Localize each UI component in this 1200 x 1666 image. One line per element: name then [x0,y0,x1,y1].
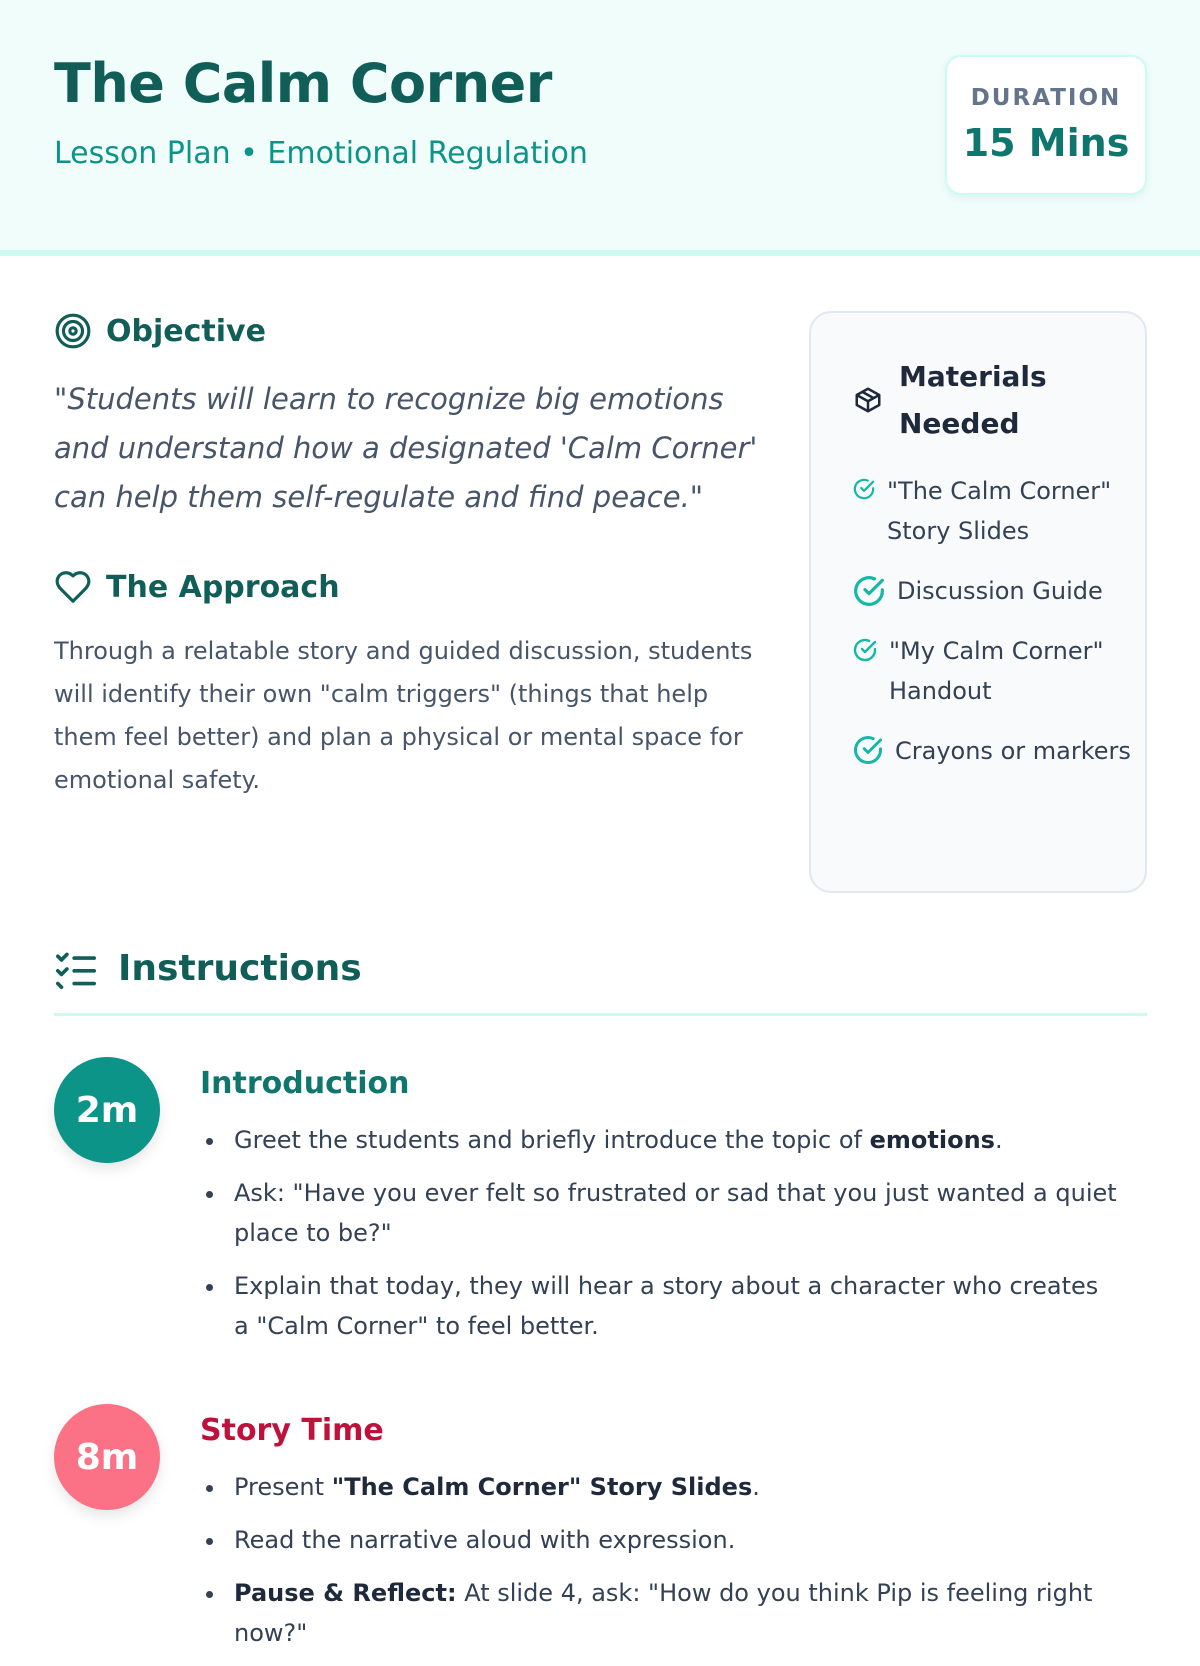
step-item: Pause & Reflect: At slide 4, ask: "How do you think Pip is feeling right now?" [200,1573,1120,1653]
duration-value: 15 Mins [962,121,1130,165]
check-circle-icon [853,735,883,765]
step-item: Present "The Calm Corner" Story Slides. [200,1467,1120,1507]
materials-card [809,311,1147,893]
objective-text: "Students will learn to recognize big emotions and understand how a designated 'Calm Corner' can help them self-regulate and find peace." [54,382,758,514]
approach-heading [54,568,340,606]
material-label: "The Calm Corner" Story Slides [887,477,1112,545]
box-icon [853,385,883,415]
step-time-badge: 8m [54,1404,160,1510]
materials-title: Materials Needed [899,360,1047,440]
step-list [200,1467,1120,1666]
material-item [853,631,1133,711]
objective-heading-label: Objective [106,313,266,349]
approach-heading-label: The Approach [106,569,340,605]
material-label: Crayons or markers [895,737,1131,765]
checklist-icon [54,949,98,989]
step-item-emphasis: Pause & Reflect: [234,1579,457,1607]
material-label: "My Calm Corner" Handout [889,637,1104,705]
material-item [853,471,1133,551]
step-item: Ask: "Have you ever felt so frustrated or sad that you just wanted a quiet place to be?" [200,1173,1120,1253]
divider [54,1013,1147,1016]
check-circle-icon [853,478,875,500]
step-item: Read the narrative aloud with expression. [200,1520,1120,1560]
material-item [853,571,1133,611]
step-item-emphasis: emotions [869,1126,995,1154]
material-label: Discussion Guide [897,577,1103,605]
step-item: Greet the students and briefly introduce the topic of emotions. [200,1120,1120,1160]
step-title: Introduction [200,1066,410,1101]
step-list [200,1120,1120,1359]
check-circle-icon [853,638,877,662]
objective-heading [54,312,266,350]
instructions-heading [54,948,362,989]
step-item-emphasis: "The Calm Corner" Story Slides [331,1473,753,1501]
step-title: Story Time [200,1413,384,1448]
duration-label: DURATION [970,85,1122,111]
material-item [853,731,1133,771]
step-item: Explain that today, they will hear a story about a character who creates a "Calm Corner" to feel better. [200,1266,1120,1346]
approach-text: Through a relatable story and guided discussion, students will identify their own "calm triggers" (things that help them feel better) and plan a physical or mental space for emotional safety. [54,637,753,794]
page-title: The Calm Corner [54,52,552,115]
materials-heading [853,353,1049,447]
target-icon [54,312,92,350]
check-circle-icon [853,575,885,607]
page-subtitle: Lesson Plan • Emotional Regulation [54,136,588,171]
duration-card [945,55,1147,195]
instructions-heading-label: Instructions [118,948,362,989]
materials-list [853,471,1133,791]
header [0,0,1200,256]
step-time-badge: 2m [54,1057,160,1163]
heart-icon [54,568,92,606]
